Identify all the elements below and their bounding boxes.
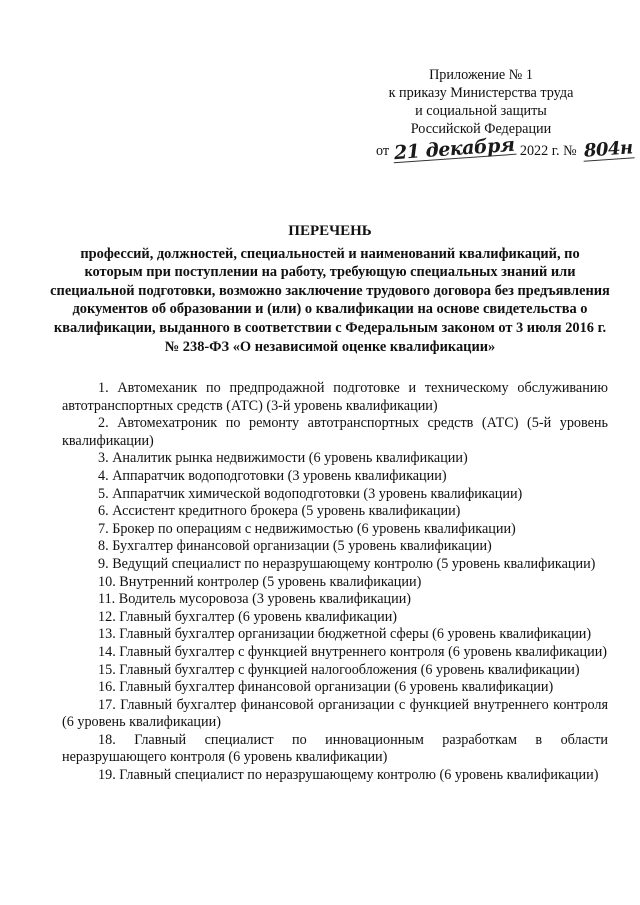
list-item: 13. Главный бухгалтер организации бюджетной сферы (6 уровень квалификации) (98, 626, 592, 643)
list-item: 6. Ассистент кредитного брокера (5 уровень квалификации) (98, 503, 461, 520)
list-item: 7. Брокер по операциям с недвижимостью (6 уровень квалификации) (98, 520, 516, 537)
list-item: 11. Водитель мусоровоза (3 уровень квалификации) (98, 591, 412, 608)
list-item: 16. Главный бухгалтер финансовой организации (6 уровень квалификации) (98, 679, 554, 696)
list-item: 17. Главный бухгалтер финансовой организации с функцией внутреннего контроля (6 уровень квалификации) (62, 696, 608, 731)
list-item: 10. Внутренний контролер (5 уровень квалификации) (98, 573, 422, 590)
qualification-list (62, 380, 608, 785)
list-item: 18. Главный специалист по инновационным разработкам в области неразрушающего контроля (6 уровень квалификации) (62, 731, 608, 766)
list-item: 4. Аппаратчик водоподготовки (3 уровень квалификации) (98, 467, 447, 484)
document-title (50, 222, 610, 356)
handwritten-order-number: 804н (583, 137, 634, 162)
list-item: 14. Главный бухгалтер с функцией внутреннего контроля (6 уровень квалификации) (98, 643, 608, 660)
list-item: 12. Главный бухгалтер (6 уровень квалификации) (98, 608, 398, 625)
list-item: 1. Автомеханик по предпродажной подготовке и техническому обслуживанию автотранспортных средств (АТС) (3-й уровень квалификации) (62, 380, 608, 414)
list-item: 8. Бухгалтер финансовой организации (5 уровень квалификации) (98, 538, 492, 555)
appendix-header (376, 66, 634, 165)
list-item: 19. Главный специалист по неразрушающему контролю (6 уровень квалификации) (98, 767, 599, 784)
appendix-line: Российской Федерации (410, 121, 552, 137)
list-item: 15. Главный бухгалтер с функцией налогообложения (6 уровень квалификации) (98, 661, 580, 678)
list-item: 9. Ведущий специалист по неразрушающему контролю (5 уровень квалификации) (98, 555, 596, 572)
list-item: 5. Аппаратчик химической водоподготовки (3 уровень квалификации) (98, 485, 523, 502)
date-prefix: от (376, 143, 390, 159)
order-date-line (376, 133, 634, 165)
title-heading: ПЕРЕЧЕНЬ (288, 223, 372, 239)
appendix-line: Приложение № 1 (429, 67, 533, 83)
handwritten-date: 21 декабря (393, 133, 515, 165)
title-subtitle: профессий, должностей, специальностей и наименований квалификаций, по которым при поступлении на работу, требующую специальных знаний или специальной подготовки, возможно заключение трудового договора без предъявления документов об образовании и (или) о квалификации на основе свидетельства о квалификации, выданного в соответствии с Федеральным законом от 3 июля 2016 г. № 238-ФЗ «О независимой оценке квалификации» (50, 245, 610, 355)
appendix-line: к приказу Министерства труда (388, 85, 574, 101)
appendix-line: и социальной защиты (415, 103, 547, 119)
list-item: 2. Автомехатроник по ремонту автотранспортных средств (АТС) (5-й уровень квалификации) (62, 415, 608, 449)
date-year: 2022 г. № (519, 143, 577, 159)
list-item: 3. Аналитик рынка недвижимости (6 уровень квалификации) (98, 450, 468, 467)
